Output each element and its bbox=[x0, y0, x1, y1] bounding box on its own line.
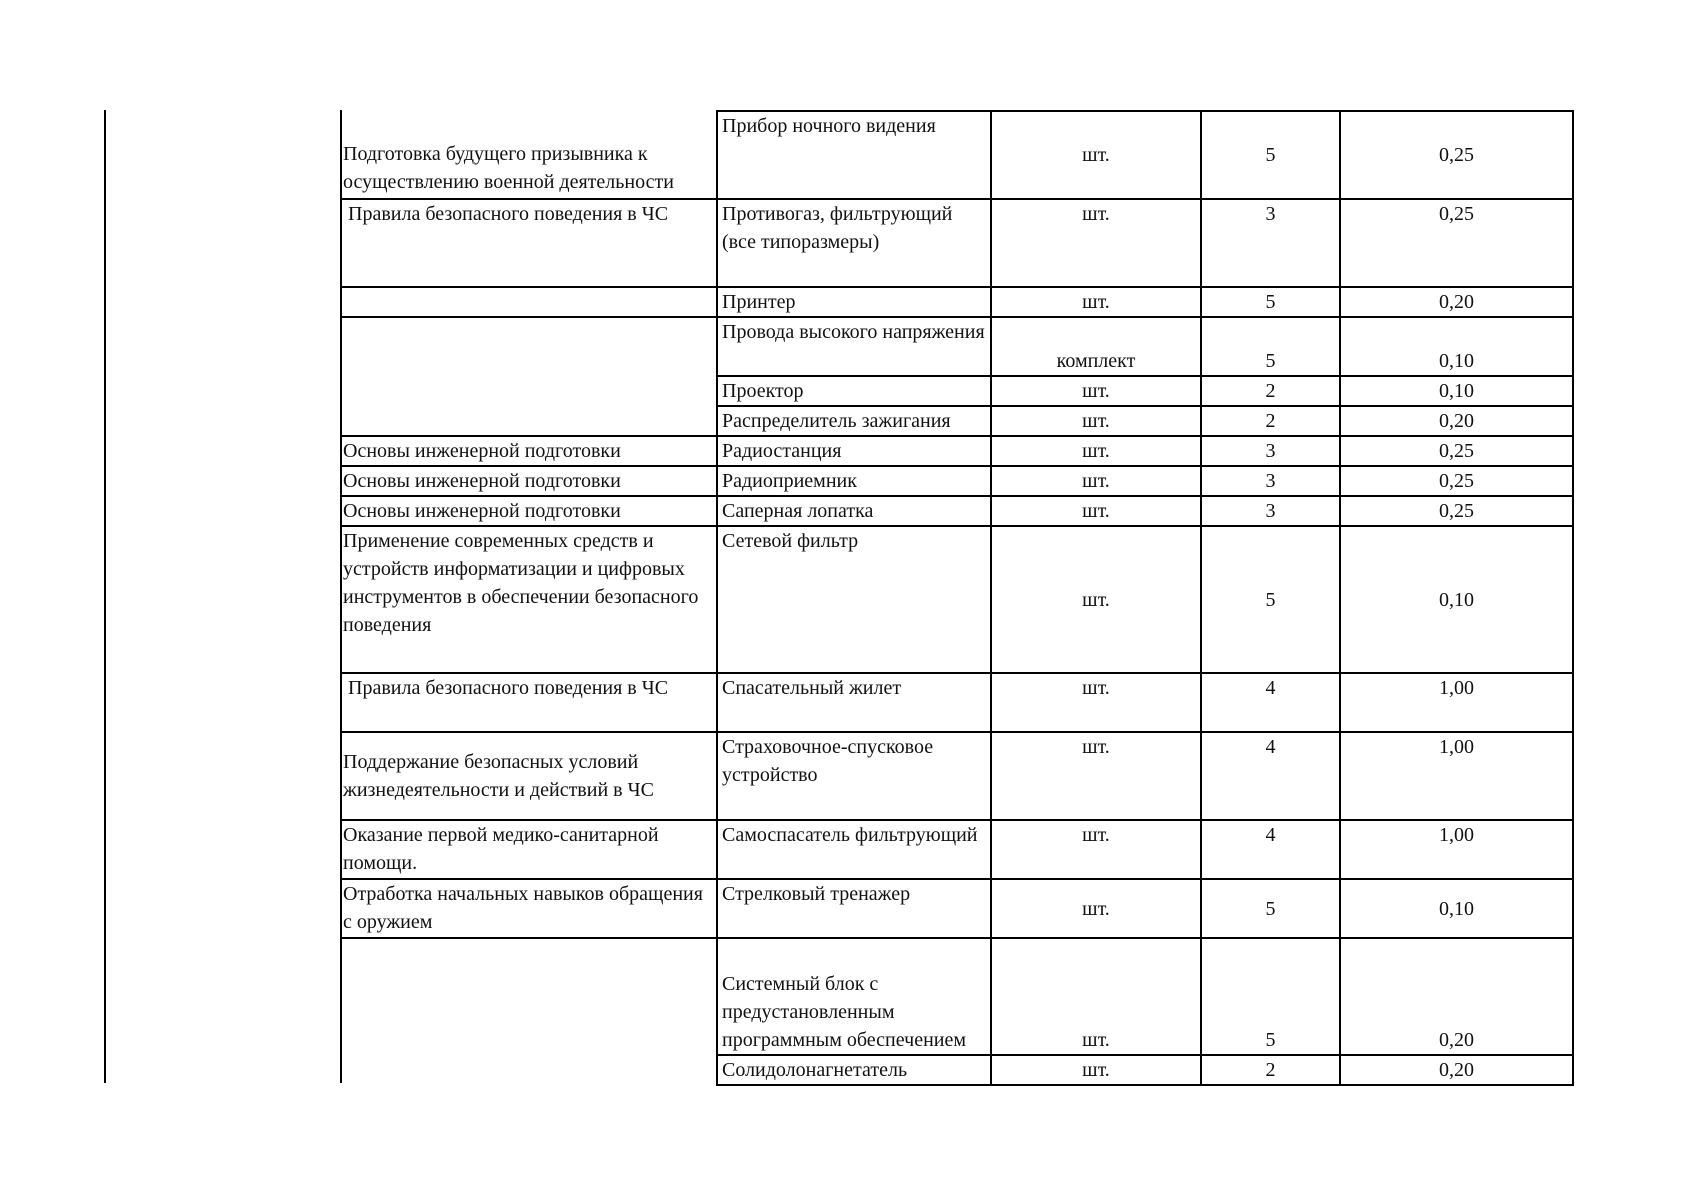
item-cell: Принтер bbox=[717, 287, 991, 317]
qty-cell: 5 bbox=[1201, 287, 1340, 317]
qty-cell: 3 bbox=[1201, 466, 1340, 496]
unit-cell: комплект bbox=[991, 317, 1201, 376]
table-row bbox=[340, 199, 1573, 287]
unit-cell: шт. bbox=[991, 938, 1201, 1055]
coef-cell: 0,10 bbox=[1340, 376, 1573, 406]
unit-cell: шт. bbox=[991, 199, 1201, 287]
coef-cell: 0,20 bbox=[1340, 938, 1573, 1055]
topic-cell: Правила безопасного поведения в ЧС bbox=[340, 199, 717, 287]
topic-cell: Основы инженерной подготовки bbox=[340, 436, 717, 466]
table-row bbox=[340, 436, 1573, 466]
topic-cell bbox=[340, 287, 717, 317]
qty-cell: 4 bbox=[1201, 673, 1340, 732]
unit-cell: шт. bbox=[991, 406, 1201, 436]
qty-cell: 5 bbox=[1201, 879, 1340, 938]
item-cell: Сетевой фильтр bbox=[717, 526, 991, 673]
item-cell: Саперная лопатка bbox=[717, 496, 991, 526]
unit-cell: шт. bbox=[991, 287, 1201, 317]
item-cell: Радиостанция bbox=[717, 436, 991, 466]
table-row bbox=[340, 938, 1573, 1055]
topic-cell: Основы инженерной подготовки bbox=[340, 496, 717, 526]
unit-cell: шт. bbox=[991, 436, 1201, 466]
qty-cell: 3 bbox=[1201, 436, 1340, 466]
topic-cell bbox=[340, 938, 717, 1085]
coef-cell: 0,25 bbox=[1340, 466, 1573, 496]
left-margin-line bbox=[104, 110, 106, 1083]
equipment-table bbox=[340, 110, 1574, 1086]
unit-cell: шт. bbox=[991, 376, 1201, 406]
item-cell: Проектор bbox=[717, 376, 991, 406]
table-row bbox=[340, 526, 1573, 673]
item-cell: Стрелковый тренажер bbox=[717, 879, 991, 938]
coef-cell: 0,10 bbox=[1340, 526, 1573, 673]
qty-cell: 5 bbox=[1201, 526, 1340, 673]
topic-cell: Подготовка будущего призывника к осуществлению военной деятельности bbox=[340, 111, 717, 199]
table-row bbox=[340, 879, 1573, 938]
table-row bbox=[340, 111, 1573, 199]
topic-cell: Применение современных средств и устройств информатизации и цифровых инструментов в обеспечении безопасного поведения bbox=[340, 526, 717, 673]
item-cell: Системный блок с предустановленным программным обеспечением bbox=[717, 938, 991, 1055]
table-row bbox=[340, 466, 1573, 496]
topic-cell: Поддержание безопасных условий жизнедеятельности и действий в ЧС bbox=[340, 732, 717, 820]
item-cell: Провода высокого напряжения bbox=[717, 317, 991, 376]
item-cell: Распределитель зажигания bbox=[717, 406, 991, 436]
item-cell: Противогаз, фильтрующий (все типоразмеры) bbox=[717, 199, 991, 287]
qty-cell: 2 bbox=[1201, 1055, 1340, 1085]
item-cell: Радиоприемник bbox=[717, 466, 991, 496]
unit-cell: шт. bbox=[991, 732, 1201, 820]
qty-cell: 3 bbox=[1201, 199, 1340, 287]
qty-cell: 5 bbox=[1201, 111, 1340, 199]
coef-cell: 0,20 bbox=[1340, 1055, 1573, 1085]
qty-cell: 5 bbox=[1201, 317, 1340, 376]
coef-cell: 0,20 bbox=[1340, 287, 1573, 317]
item-cell: Прибор ночного видения bbox=[717, 111, 991, 199]
table-row bbox=[340, 673, 1573, 732]
topic-cell: Правила безопасного поведения в ЧС bbox=[340, 673, 717, 732]
qty-cell: 2 bbox=[1201, 406, 1340, 436]
qty-cell: 3 bbox=[1201, 496, 1340, 526]
item-cell: Солидолонагнетатель bbox=[717, 1055, 991, 1085]
unit-cell: шт. bbox=[991, 111, 1201, 199]
table-row bbox=[340, 732, 1573, 820]
unit-cell: шт. bbox=[991, 673, 1201, 732]
topic-cell bbox=[340, 317, 717, 436]
coef-cell: 1,00 bbox=[1340, 820, 1573, 879]
unit-cell: шт. bbox=[991, 496, 1201, 526]
coef-cell: 0,25 bbox=[1340, 199, 1573, 287]
coef-cell: 0,25 bbox=[1340, 436, 1573, 466]
item-cell: Страховочное-спусковое устройство bbox=[717, 732, 991, 820]
unit-cell: шт. bbox=[991, 879, 1201, 938]
table-row bbox=[340, 496, 1573, 526]
coef-cell: 1,00 bbox=[1340, 673, 1573, 732]
topic-cell: Основы инженерной подготовки bbox=[340, 466, 717, 496]
table-row bbox=[340, 820, 1573, 879]
unit-cell: шт. bbox=[991, 820, 1201, 879]
unit-cell: шт. bbox=[991, 466, 1201, 496]
unit-cell: шт. bbox=[991, 1055, 1201, 1085]
qty-cell: 4 bbox=[1201, 732, 1340, 820]
item-cell: Спасательный жилет bbox=[717, 673, 991, 732]
coef-cell: 0,10 bbox=[1340, 879, 1573, 938]
coef-cell: 1,00 bbox=[1340, 732, 1573, 820]
coef-cell: 0,25 bbox=[1340, 496, 1573, 526]
coef-cell: 0,20 bbox=[1340, 406, 1573, 436]
coef-cell: 0,10 bbox=[1340, 317, 1573, 376]
table-row bbox=[340, 287, 1573, 317]
item-cell: Самоспасатель фильтрующий bbox=[717, 820, 991, 879]
qty-cell: 2 bbox=[1201, 376, 1340, 406]
coef-cell: 0,25 bbox=[1340, 111, 1573, 199]
unit-cell: шт. bbox=[991, 526, 1201, 673]
table-row bbox=[340, 317, 1573, 376]
topic-cell: Оказание первой медико-санитарной помощи. bbox=[340, 820, 717, 879]
qty-cell: 5 bbox=[1201, 938, 1340, 1055]
topic-cell: Отработка начальных навыков обращения с оружием bbox=[340, 879, 717, 938]
qty-cell: 4 bbox=[1201, 820, 1340, 879]
